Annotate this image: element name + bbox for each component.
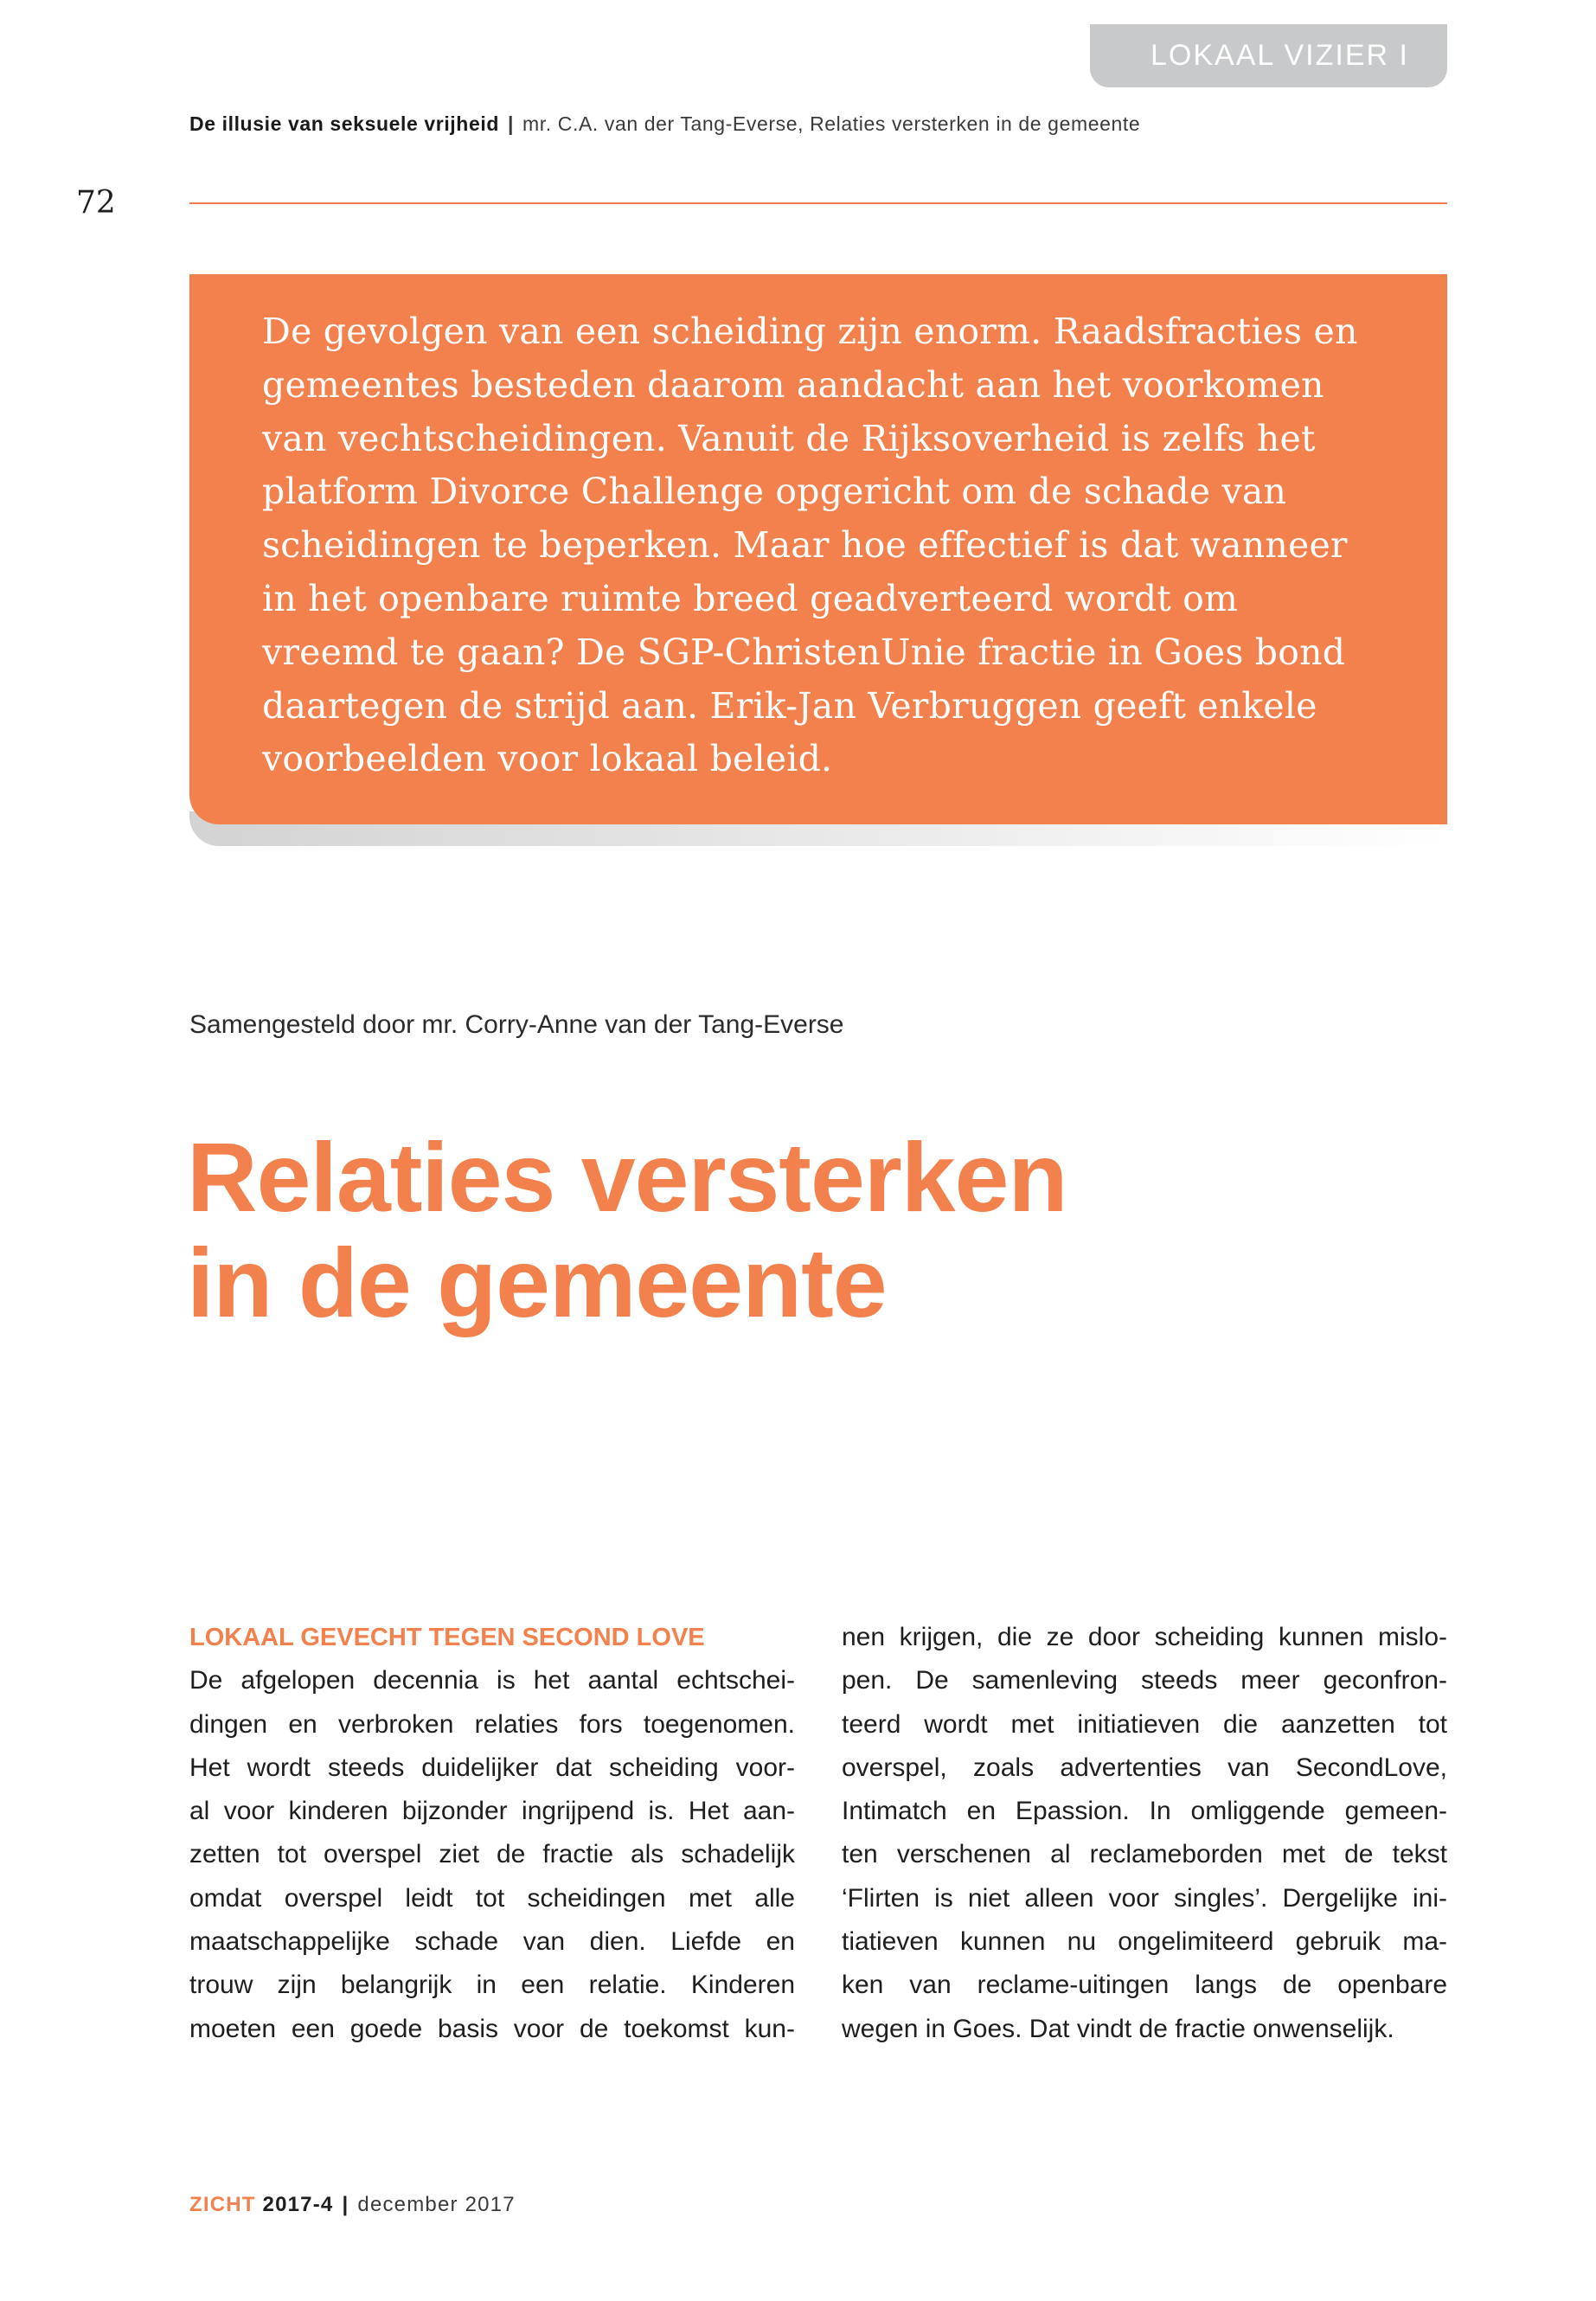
article-title-line: in de gemeente (187, 1228, 887, 1337)
intro-line: vreemd te gaan? De SGP-ChristenUnie fractie in Goes bond (262, 631, 1346, 673)
footer-brand: ZICHT (189, 2193, 256, 2216)
body-line: al voor kinderen bijzonder ingrijpend is. Het aan- (189, 1797, 795, 1826)
body-line: zetten tot overspel ziet de fractie als schadelijk (189, 1840, 795, 1869)
body-line: Het wordt steeds duidelijker dat scheiding voor- (189, 1753, 795, 1782)
body-line: overspel, zoals advertenties van SecondLove, (842, 1753, 1447, 1782)
section-subheading: LOKAAL GEVECHT TEGEN SECOND LOVE (189, 1624, 705, 1651)
body-line: moeten een goede basis voor de toekomst kun- (189, 2014, 795, 2043)
article-title (187, 1125, 1067, 1336)
body-line: maatschappelijke schade van dien. Liefde en (189, 1927, 795, 1957)
section-tab (1090, 24, 1447, 87)
body-line: ken van reclame-uitingen langs de openbare (842, 1971, 1447, 2000)
intro-line: scheidingen te beperken. Maar hoe effectief is dat wanneer (262, 524, 1348, 567)
header-divider (189, 202, 1447, 204)
body-line: ten verschenen al reclameborden met de tekst (842, 1840, 1447, 1869)
footer-date: december 2017 (357, 2193, 516, 2216)
intro-line: De gevolgen van een scheiding zijn enorm. Raadsfracties en (262, 311, 1358, 352)
running-subtitle: mr. C.A. van der Tang-Everse, Relaties versterken in de gemeente (522, 112, 1141, 135)
intro-line: gemeentes besteden daarom aandacht aan het voorkomen (262, 363, 1324, 406)
running-title: De illusie van seksuele vrijheid (189, 112, 499, 135)
body-line: trouw zijn belangrijk in een relatie. Kinderen (189, 1971, 795, 2000)
body-line: De afgelopen decennia is het aantal echtschei- (189, 1666, 795, 1695)
intro-line: daartegen de strijd aan. Erik-Jan Verbruggen geeft enkele (262, 684, 1317, 727)
running-head (189, 112, 1140, 136)
byline: Samengesteld door mr. Corry-Anne van der Tang-Everse (189, 1010, 844, 1039)
intro-line: platform Divorce Challenge opgericht om de schade van (262, 471, 1287, 513)
body-line: omdat overspel leidt tot scheidingen met alle (189, 1883, 795, 1913)
body-line: dingen en verbroken relaties fors toegenomen. (189, 1709, 795, 1739)
running-head-separator: | (507, 112, 515, 135)
intro-line: in het openbare ruimte breed geadverteerd wordt om (262, 577, 1239, 619)
footer-issue: 2017-4 (262, 2193, 334, 2216)
body-column-left (189, 1616, 795, 2051)
footer (189, 2193, 516, 2217)
intro-line: van vechtscheidingen. Vanuit de Rijksoverheid is zelfs het (262, 417, 1316, 459)
body-line: pen. De samenleving steeds meer geconfron- (842, 1666, 1447, 1695)
body-line: Intimatch en Epassion. In omliggende gemeen- (842, 1797, 1447, 1826)
body-line: teerd wordt met initiatieven die aanzetten tot (842, 1709, 1447, 1739)
intro-box (189, 274, 1447, 824)
body-line: ‘Flirten is niet alleen voor singles’. Dergelijke ini- (842, 1883, 1447, 1913)
body-line: nen krijgen, die ze door scheiding kunnen mislo- (842, 1623, 1447, 1651)
body-column-right (842, 1616, 1447, 2051)
article-title-line: Relaties versterken (187, 1123, 1067, 1232)
footer-separator: | (342, 2193, 349, 2216)
page-number: 72 (76, 185, 116, 221)
intro-line: voorbeelden voor lokaal beleid. (262, 738, 833, 780)
body-line: wegen in Goes. Dat vindt de fractie onwenselijk. (842, 2014, 1394, 2043)
section-tab-label: LOKAAL VIZIER I (1151, 39, 1409, 72)
body-line: tiatieven kunnen nu ongelimiteerd gebruik ma- (842, 1927, 1447, 1957)
